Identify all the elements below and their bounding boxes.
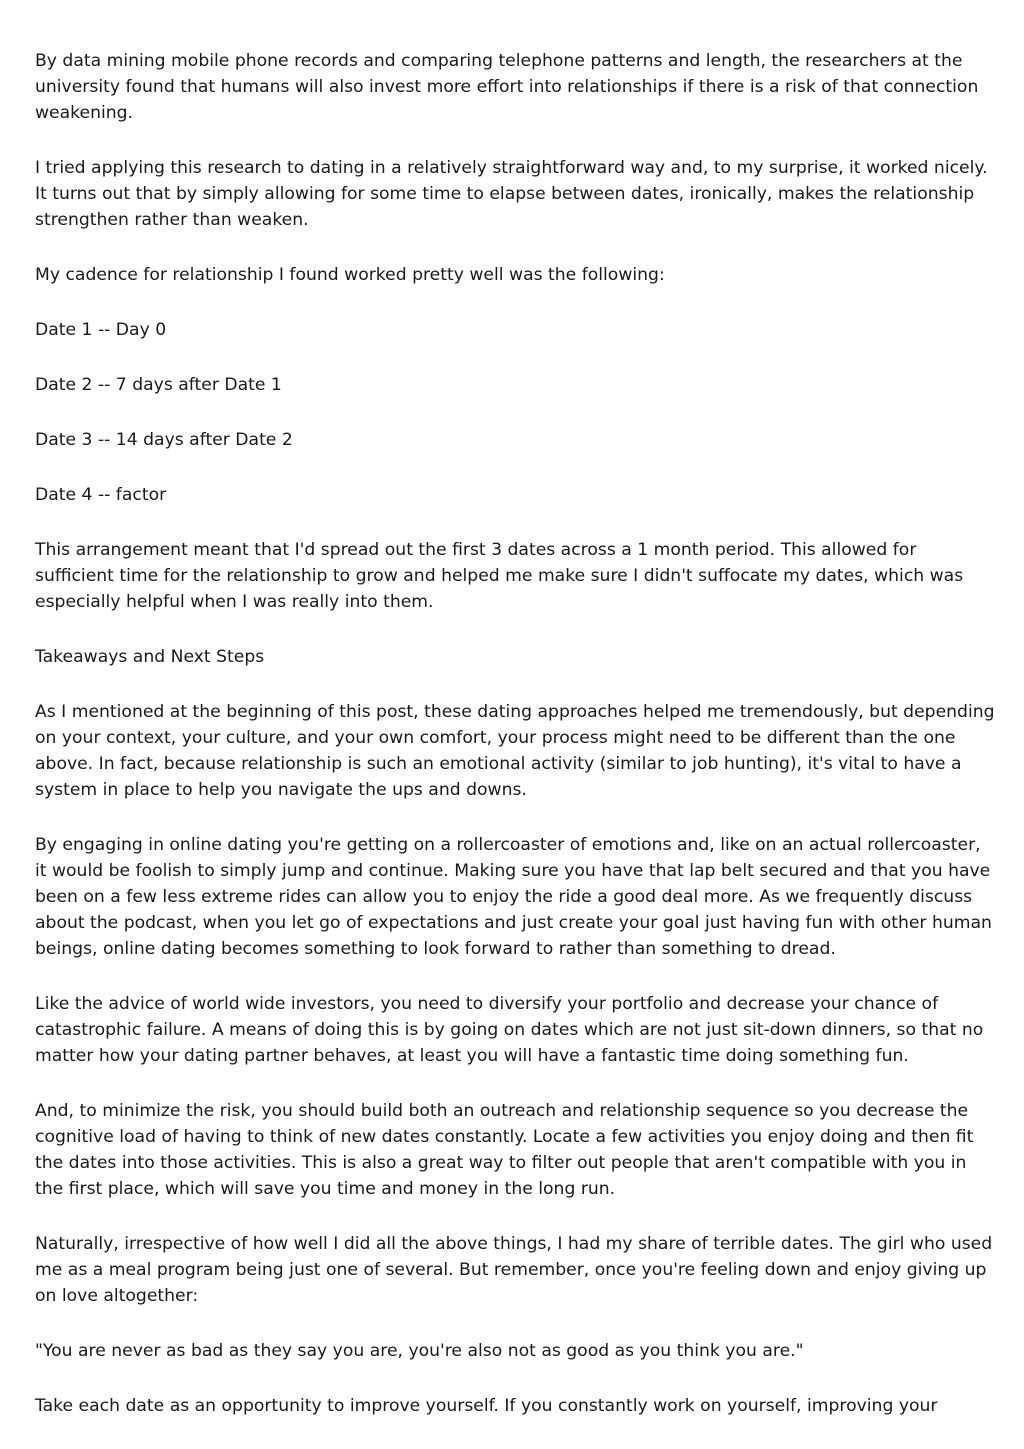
section-heading-takeaways: Takeaways and Next Steps (35, 647, 265, 667)
paragraph-context: As I mentioned at the beginning of this post, these dating approaches helped me tremendously, but depending on your context, your culture, and your own comfort, your process might need to be different than the one above. In fact, because relationship is such an emotional activity (similar to job hunting), it's vital to have a system in place to help you navigate the ups and downs. (35, 702, 995, 800)
list-item-date-2: Date 2 -- 7 days after Date 1 (35, 375, 282, 395)
list-item-date-4: Date 4 -- factor (35, 485, 167, 505)
paragraph-applying-research: I tried applying this research to dating in a relatively straightforward way and, to my surprise, it worked nicely. It turns out that by simply allowing for some time to elapse between dates, ironically, makes the relationship strengthen rather than weaken. (35, 158, 988, 230)
paragraph-terrible-dates: Naturally, irrespective of how well I did all the above things, I had my share of terrible dates. The girl who used me as a meal program being just one of several. But remember, once you're feeling down and enjoy giving up on love altogether: (35, 1234, 993, 1306)
paragraph-research-findings: By data mining mobile phone records and comparing telephone patterns and length, the researchers at the university found that humans will also invest more effort into relationships if there is a risk of that connection weakening. (35, 51, 979, 123)
paragraph-arrangement: This arrangement meant that I'd spread out the first 3 dates across a 1 month period. This allowed for sufficient time for the relationship to grow and helped me make sure I didn't suffocate my dates, which was especially helpful when I was really into them. (35, 540, 964, 612)
paragraph-improve-yourself: Take each date as an opportunity to improve yourself. If you constantly work on yourself, improving your (35, 1396, 938, 1416)
paragraph-diversify: Like the advice of world wide investors, you need to diversify your portfolio and decrease your chance of catastrophic failure. A means of doing this is by going on dates which are not just sit-down dinners, so that no matter how your dating partner behaves, at least you will have a fantastic time doing something fun. (35, 994, 984, 1066)
paragraph-rollercoaster: By engaging in online dating you're getting on a rollercoaster of emotions and, like on an actual rollercoaster, it would be foolish to simply jump and continue. Making sure you have that lap belt secured and that you have been on a few less extreme rides can allow you to enjoy the ride a good deal more. As we frequently discuss about the podcast, when you let go of expectations and just create your goal just having fun with other human beings, online dating becomes something to look forward to rather than something to dread. (35, 835, 992, 959)
document-body (35, 48, 995, 1448)
paragraph-cadence-intro: My cadence for relationship I found worked pretty well was the following: (35, 265, 665, 285)
paragraph-minimize-risk: And, to minimize the risk, you should build both an outreach and relationship sequence so you decrease the cognitive load of having to think of new dates constantly. Locate a few activities you enjoy doing and then fit the dates into those activities. This is also a great way to filter out people that aren't compatible with you in the first place, which will save you time and money in the long run. (35, 1101, 974, 1199)
list-item-date-3: Date 3 -- 14 days after Date 2 (35, 430, 293, 450)
list-item-date-1: Date 1 -- Day 0 (35, 320, 167, 340)
paragraph-quote: "You are never as bad as they say you are, you're also not as good as you think you are." (35, 1341, 804, 1361)
